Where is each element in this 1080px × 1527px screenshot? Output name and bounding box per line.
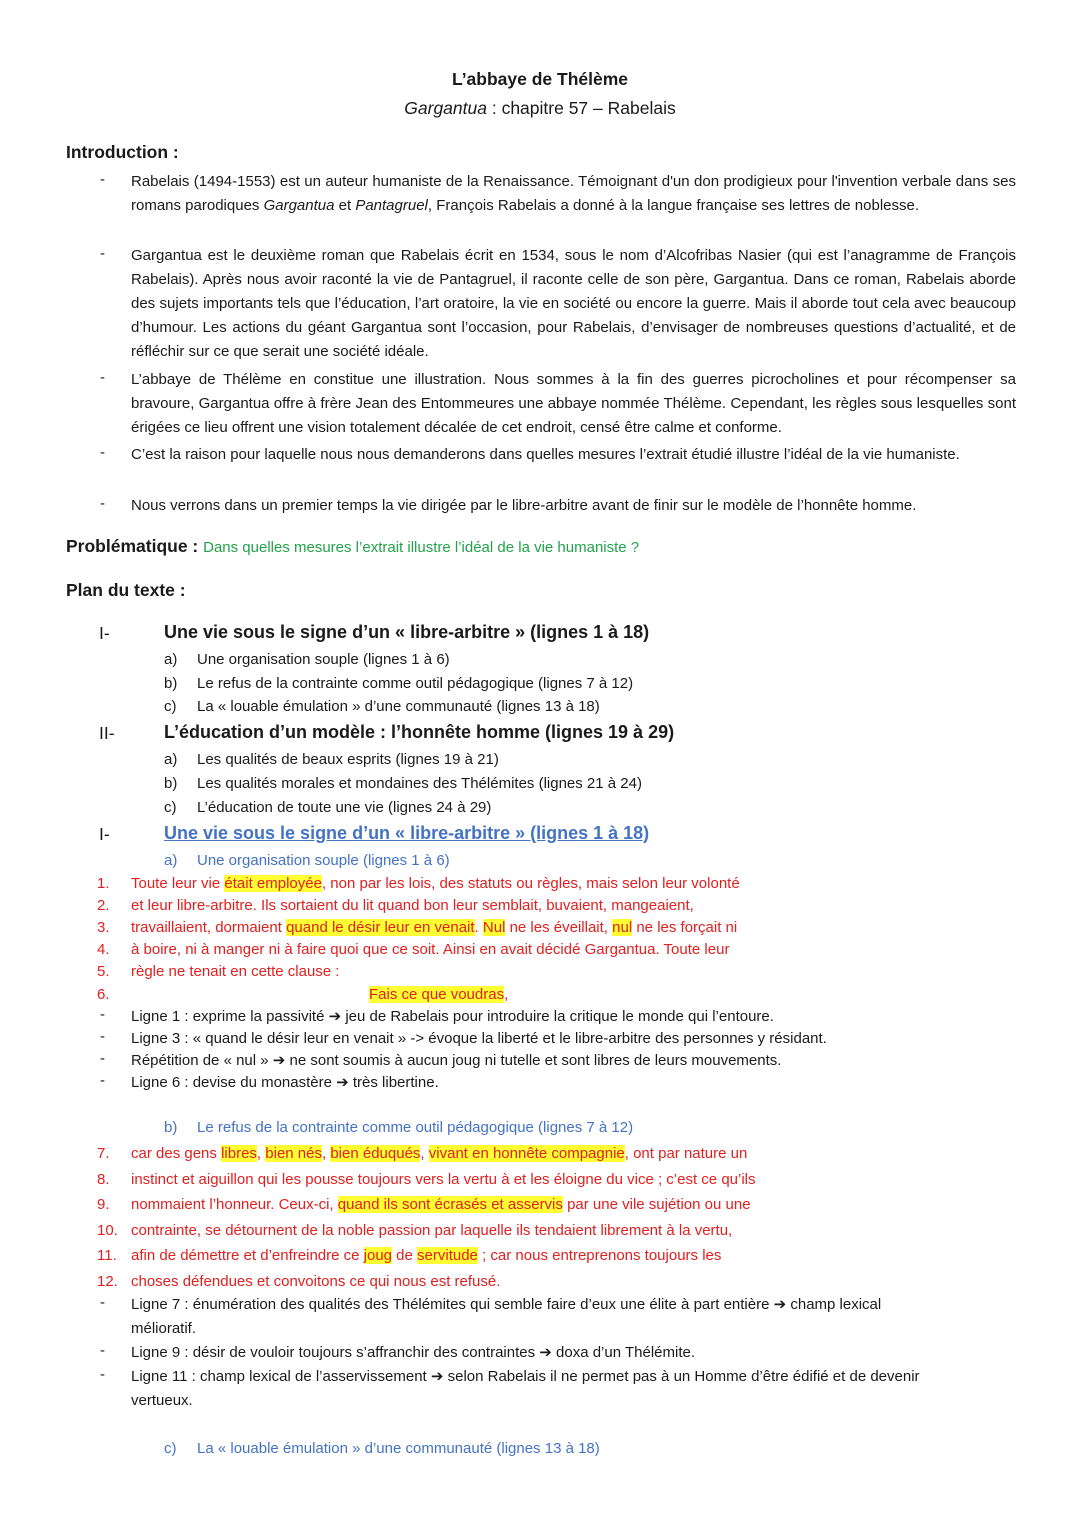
plan-sub-label: b) <box>164 675 178 692</box>
quote-text: Toute leur vie <box>131 875 225 892</box>
note-line-continued: vertueux. <box>131 1392 193 1409</box>
intro-p1-text-3: , François Rabelais a donné à la langue française ses lettres de noblesse. <box>427 197 920 214</box>
line-number: 5. <box>97 963 110 980</box>
bullet: - <box>100 1072 105 1089</box>
analysis-sub-b <box>164 1116 633 1140</box>
intro-p1-work-2: Pantagruel <box>355 197 428 214</box>
intro-paragraph-3: L’abbaye de Thélème en constitue une illustration. Nous sommes à la fin des guerres picrocholines et pour récompenser sa bravoure, Gargantua offre à frère Jean des Entommeures une abbaye nommée Thélème. Cependant, les règles sous lesquelles sont érigées ce lieu offrent une vision totalement décalée de cet endroit, censé être calme et conforme. <box>131 371 1016 436</box>
line-number: 12. <box>97 1273 118 1290</box>
intro-paragraph-2: Gargantua est le deuxième roman que Rabelais écrit en 1534, sous le nom d’Alcofribas Nasier (qui est l’anagramme de François Rabelais). Après nous avoir raconté la vie de Pantagruel, il raconte celle de son père, Gargantua. Dans ce roman, Rabelais aborde des sujets importants tels que l’éducation, l’art oratoire, la vie en société ou encore la guerre. Mais il aborde tout cela avec beaucoup d’humour. Les actions du géant Gargantua sont l’occasion, pour Rabelais, d’envisager de nombreuses questions d’actualité, et de réfléchir sur ce que serait une société idéale. <box>131 247 1016 360</box>
plan-sub-item <box>164 772 642 796</box>
quote-text: , <box>504 986 509 1003</box>
quote-text: ; car nous entreprenons toujours les <box>477 1247 722 1264</box>
quote-text: , ont par nature un <box>624 1145 748 1162</box>
intro-paragraph-5: Nous verrons dans un premier temps la vie dirigée par le libre-arbitre avant de finir sur le modèle de l’honnête homme. <box>131 497 917 514</box>
bullet: - <box>100 1050 105 1067</box>
line-number: 6. <box>97 986 110 1003</box>
note-line: Répétition de « nul » ➔ ne sont soumis à aucun joug ni tutelle et sont libres de leurs mouvements. <box>131 1052 782 1069</box>
sub-label: a) <box>164 852 178 869</box>
sub-text: Une organisation souple (lignes 1 à 6) <box>197 852 450 869</box>
quote-text: , <box>321 1145 331 1162</box>
plan-sub-text: La « louable émulation » d’une communauté (lignes 13 à 18) <box>197 698 600 715</box>
plan-sub-text: Les qualités morales et mondaines des Thélémites (lignes 21 à 24) <box>197 775 642 792</box>
quote-line-8: instinct et aiguillon qui les pousse toujours vers la vertu à et les éloigne du vice ; c’est ce qu’ils <box>131 1171 756 1188</box>
plan-heading: Plan du texte : <box>66 580 186 600</box>
quote-line-11 <box>131 1243 721 1268</box>
note-line: Ligne 11 : champ lexical de l’asservissement ➔ selon Rabelais il ne permet pas à un Homme d’être édifié et de devenir <box>131 1368 920 1385</box>
highlight: servitude <box>417 1247 478 1264</box>
quote-text: , non par les lois, des statuts ou règles, mais selon leur volonté <box>321 875 740 892</box>
plan-sub-label: a) <box>164 651 178 668</box>
quote-text: , <box>420 1145 429 1162</box>
quote-text: de <box>392 1247 418 1264</box>
bullet: - <box>100 1028 105 1045</box>
quote-line-12: choses défendues et convoitons ce qui nous est refusé. <box>131 1273 501 1290</box>
quote-line-10: contrainte, se détournent de la noble passion par laquelle ils tendaient librement à la vertu, <box>131 1222 733 1239</box>
plan-sub-item <box>164 748 499 772</box>
plan-part-numeral: I- <box>99 623 110 643</box>
bullet: - <box>100 1294 105 1311</box>
sub-label: b) <box>164 1119 178 1136</box>
plan-sub-item <box>164 695 600 719</box>
work-title: Gargantua <box>404 98 487 118</box>
bullet: - <box>100 1366 105 1383</box>
highlight: vivant en honnête compagnie <box>428 1145 625 1162</box>
quote-text: par une vile sujétion ou une <box>562 1196 751 1213</box>
highlight: Fais ce que voudras <box>369 986 505 1003</box>
quote-line-6 <box>369 984 508 1006</box>
analysis-part-numeral: I- <box>99 824 110 844</box>
line-number: 7. <box>97 1145 110 1162</box>
quote-text: nommaient l’honneur. Ceux-ci, <box>131 1196 338 1213</box>
quote-text: . <box>474 919 483 936</box>
line-number: 8. <box>97 1171 110 1188</box>
highlight: bien nés <box>265 1145 322 1162</box>
page-subtitle <box>0 98 1080 119</box>
line-number: 2. <box>97 897 110 914</box>
plan-sub-label: b) <box>164 775 178 792</box>
note-line-continued: mélioratif. <box>131 1320 197 1337</box>
quote-line-5: règle ne tenait en cette clause : <box>131 963 340 980</box>
analysis-part-title-link[interactable]: Une vie sous le signe d’un « libre-arbitre » (lignes 1 à 18) <box>164 823 650 843</box>
note-line: Ligne 3 : « quand le désir leur en venait » -> évoque la liberté et le libre-arbitre des personnes y résidant. <box>131 1030 827 1047</box>
quote-line-2: et leur libre-arbitre. Ils sortaient du lit quand bon leur semblait, buvaient, mangeaient, <box>131 897 694 914</box>
quote-line-3 <box>131 917 737 939</box>
quote-line-9 <box>131 1192 751 1217</box>
quote-text: ne les éveillait, <box>505 919 613 936</box>
quote-text: afin de démettre et d’enfreindre ce <box>131 1247 364 1264</box>
line-number: 11. <box>97 1247 117 1264</box>
bullet: - <box>100 171 105 188</box>
highlight: quand le désir leur en venait <box>286 919 475 936</box>
bullet: - <box>100 1342 105 1359</box>
subtitle-rest: : chapitre 57 – Rabelais <box>486 98 676 118</box>
plan-sub-text: Le refus de la contrainte comme outil pédagogique (lignes 7 à 12) <box>197 675 634 692</box>
analysis-sub-c <box>164 1437 600 1461</box>
plan-sub-text: Une organisation souple (lignes 1 à 6) <box>197 651 450 668</box>
bullet: - <box>100 444 105 461</box>
line-number: 3. <box>97 919 110 936</box>
quote-text: travaillaient, dormaient <box>131 919 287 936</box>
plan-sub-item <box>164 672 633 696</box>
plan-sub-label: c) <box>164 799 177 816</box>
intro-paragraph-1 <box>131 170 1016 218</box>
intro-p1-text-2: et <box>334 197 356 214</box>
quote-line-7 <box>131 1141 747 1166</box>
plan-sub-label: a) <box>164 751 178 768</box>
note-line: Ligne 6 : devise du monastère ➔ très libertine. <box>131 1074 439 1091</box>
quote-text: , <box>256 1145 266 1162</box>
plan-part-title: Une vie sous le signe d’un « libre-arbitre » (lignes 1 à 18) <box>164 622 650 642</box>
plan-sub-text: L’éducation de toute une vie (lignes 24 à 29) <box>197 799 492 816</box>
highlight: était employée <box>224 875 322 892</box>
intro-heading: Introduction : <box>66 142 179 162</box>
quote-line-1 <box>131 873 740 895</box>
problematique-label: Problématique : <box>66 536 204 556</box>
page-title: L’abbaye de Thélème <box>451 69 629 89</box>
problematique-text: Dans quelles mesures l’extrait illustre l’idéal de la vie humaniste ? <box>203 539 640 556</box>
analysis-sub-a <box>164 849 450 873</box>
note-line: Ligne 1 : exprime la passivité ➔ jeu de Rabelais pour introduire la critique le monde qui l’entoure. <box>131 1008 774 1025</box>
line-number: 9. <box>97 1196 110 1213</box>
intro-p1-text: Rabelais (1494-1553) est un auteur humaniste de la Renaissance. Témoignant d'un don prodigieux pour l'invention verbale dans ses romans parodiques <box>131 173 1016 214</box>
note-line: Ligne 7 : énumération des qualités des Thélémites qui semble faire d’eux une élite à part entière ➔ champ lexical <box>131 1296 882 1313</box>
highlight: Nul <box>482 919 506 936</box>
sub-text: Le refus de la contrainte comme outil pédagogique (lignes 7 à 12) <box>197 1119 634 1136</box>
quote-text: car des gens <box>131 1145 222 1162</box>
quote-line-4: à boire, ni à manger ni à faire quoi que ce soit. Ainsi en avait décidé Gargantua. Toute leur <box>131 941 730 958</box>
line-number: 4. <box>97 941 110 958</box>
highlight: joug <box>363 1247 392 1264</box>
line-number: 1. <box>97 875 110 892</box>
plan-part-numeral: II- <box>99 723 115 743</box>
plan-part-title: L’éducation d’un modèle : l’honnête homme (lignes 19 à 29) <box>164 722 675 742</box>
highlight: libres <box>221 1145 257 1162</box>
bullet: - <box>100 369 105 386</box>
problematique <box>66 536 639 557</box>
plan-sub-text: Les qualités de beaux esprits (lignes 19 à 21) <box>197 751 499 768</box>
plan-sub-item <box>164 648 450 672</box>
intro-p1-work-1: Gargantua <box>263 197 335 214</box>
bullet: - <box>100 495 105 512</box>
line-number: 10. <box>97 1222 118 1239</box>
highlight: nul <box>612 919 633 936</box>
bullet: - <box>100 1006 105 1023</box>
highlight: quand ils sont écrasés et asservis <box>337 1196 563 1213</box>
note-line: Ligne 9 : désir de vouloir toujours s’affranchir des contraintes ➔ doxa d’un Thélémite. <box>131 1344 695 1361</box>
quote-text: ne les forçait ni <box>632 919 738 936</box>
plan-sub-label: c) <box>164 698 177 715</box>
sub-label: c) <box>164 1440 177 1457</box>
plan-sub-item <box>164 796 491 820</box>
sub-text: La « louable émulation » d’une communauté (lignes 13 à 18) <box>197 1440 600 1457</box>
intro-paragraph-4: C’est la raison pour laquelle nous nous demanderons dans quelles mesures l’extrait étudié illustre l’idéal de la vie humaniste. <box>131 446 960 463</box>
highlight: bien éduqués <box>330 1145 421 1162</box>
bullet: - <box>100 245 105 262</box>
